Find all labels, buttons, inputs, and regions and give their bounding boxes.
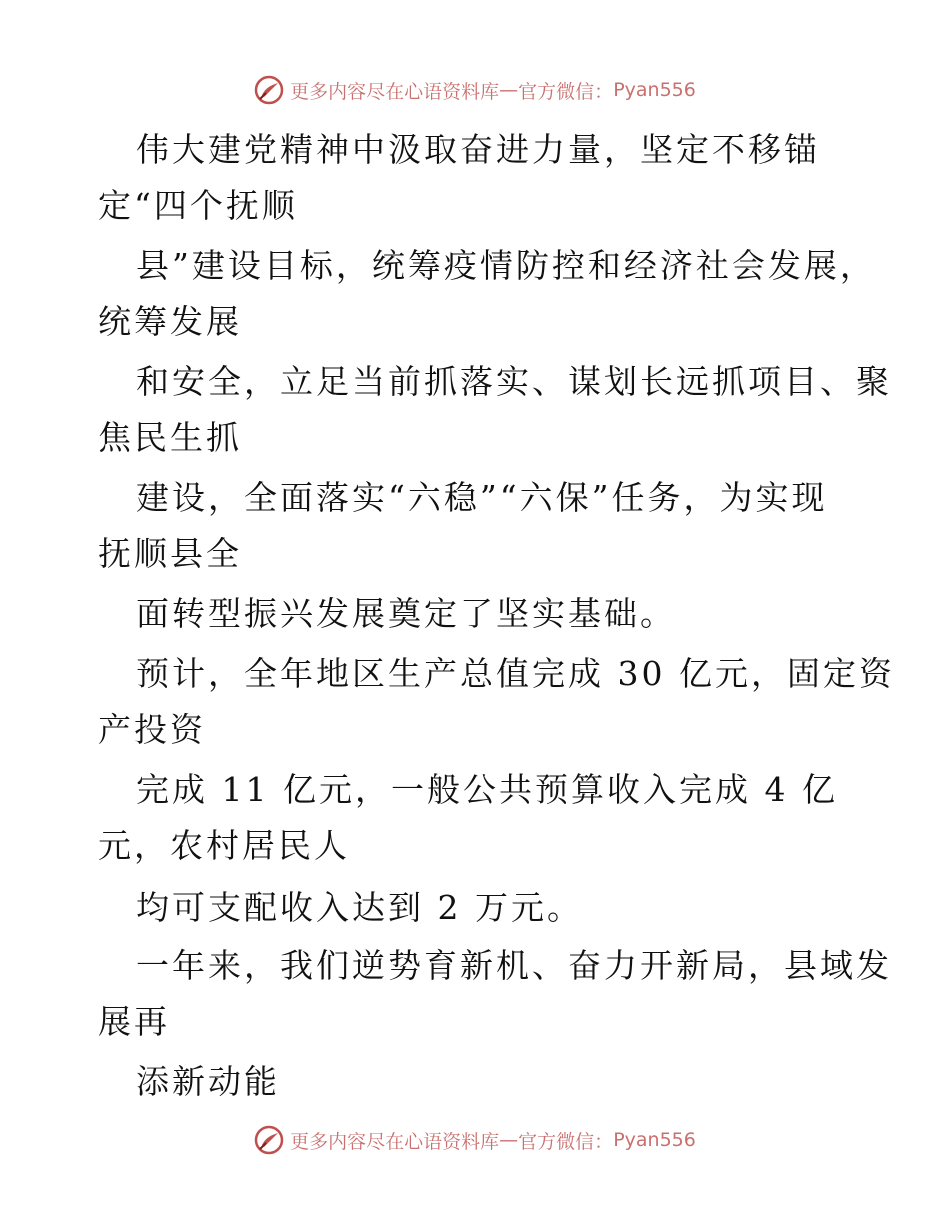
footer-separator: —: [499, 1129, 519, 1151]
text-line: 伟大建党精神中汲取奋进力量，坚定不移锚: [136, 130, 820, 169]
text-line: 预计，全年地区生产总值完成 30 亿元，固定资: [136, 654, 895, 693]
header-separator: —: [499, 79, 519, 101]
text-line: 焦民生抓: [98, 418, 242, 457]
header-contact-id: Pyan556: [613, 79, 696, 101]
footer-contact-id: Pyan556: [613, 1129, 696, 1151]
text-line: 抚顺县全: [98, 534, 242, 573]
text-line: 均可支配收入达到 2 万元。: [136, 888, 583, 927]
header-banner: [0, 70, 950, 110]
text-line: 建设，全面落实“六稳”“六保”任务，为实现: [136, 478, 828, 517]
text-line: 产投资: [98, 710, 206, 749]
text-line: 展再: [98, 1002, 170, 1041]
text-line: 面转型振兴发展奠定了坚实基础。: [136, 594, 676, 633]
text-line: 和安全，立足当前抓落实、谋划长远抓项目、聚: [136, 362, 892, 401]
text-line: 统筹发展: [98, 302, 242, 341]
logo-icon: [254, 1125, 284, 1155]
footer-site-text: 更多内容尽在心语资料库: [290, 1130, 500, 1153]
text-line: 元，农村居民人: [98, 826, 350, 865]
text-line: 定“四个抚顺: [98, 186, 298, 225]
logo-icon: [254, 75, 284, 105]
footer-banner: [0, 1120, 950, 1160]
header-site-text: 更多内容尽在心语资料库: [290, 80, 500, 103]
text-line: 完成 11 亿元，一般公共预算收入完成 4 亿: [136, 770, 838, 809]
footer-contact-text: 官方微信：: [518, 1130, 614, 1153]
text-line: 县”建设目标，统筹疫情防控和经济社会发展，: [136, 246, 876, 285]
text-line: 一年来，我们逆势育新机、奋力开新局，县域发: [136, 946, 892, 985]
header-contact-text: 官方微信：: [518, 80, 614, 103]
text-line: 添新动能: [136, 1062, 280, 1101]
